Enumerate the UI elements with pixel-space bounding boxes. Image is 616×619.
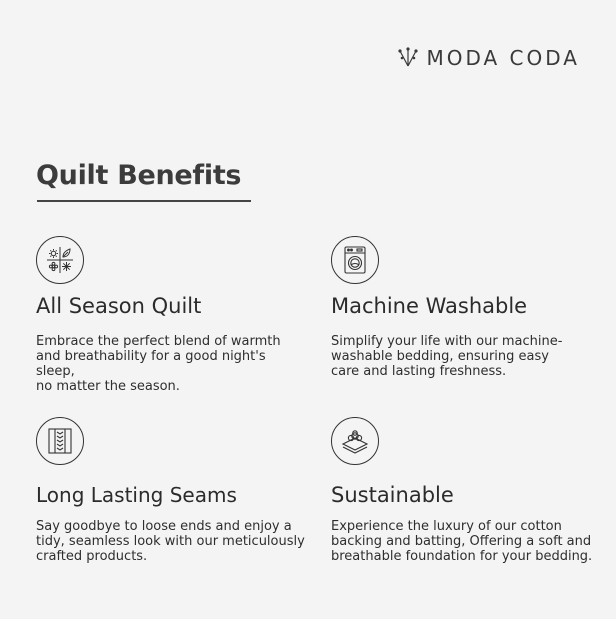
benefit-sustainable	[331, 417, 611, 564]
brand-header[interactable]	[396, 46, 580, 70]
benefit-description-line: breathable foundation for your bedding.	[331, 549, 593, 564]
benefit-description	[36, 519, 306, 564]
benefit-description-line: Experience the luxury of our cotton	[331, 519, 562, 534]
benefit-description-line: no matter the season.	[36, 379, 180, 394]
benefit-description	[331, 519, 601, 564]
benefit-description-line: backing and batting, Offering a soft and	[331, 534, 592, 549]
brand-name: MODA CODA	[426, 46, 580, 70]
benefit-all-season	[36, 236, 316, 394]
benefit-title: All Season Quilt	[36, 294, 202, 318]
benefit-title: Long Lasting Seams	[36, 483, 237, 507]
benefit-description-line: and breathability for a good night's sleep,	[36, 349, 266, 379]
benefit-description-line: Say goodbye to loose ends and enjoy a	[36, 519, 292, 534]
washing-machine-icon	[331, 236, 379, 284]
benefit-title: Sustainable	[331, 483, 454, 507]
benefit-description	[331, 334, 601, 379]
benefit-description-line: Embrace the perfect blend of warmth	[36, 334, 281, 349]
cotton-layers-icon	[331, 417, 379, 465]
benefit-title: Machine Washable	[331, 294, 528, 318]
benefit-description	[36, 334, 306, 394]
benefit-description-line: tidy, seamless look with our meticulously	[36, 534, 305, 549]
title-underline	[37, 200, 251, 202]
benefit-description-line: crafted products.	[36, 549, 148, 564]
stitched-seams-icon	[36, 417, 84, 465]
benefit-long-lasting-seams	[36, 417, 316, 564]
flower-cluster-icon	[396, 46, 420, 70]
all-season-icon	[36, 236, 84, 284]
benefit-description-line: Simplify your life with our machine-	[331, 334, 563, 349]
benefit-machine-washable	[331, 236, 611, 379]
benefit-description-line: washable bedding, ensuring easy	[331, 349, 549, 364]
section-title: Quilt Benefits	[36, 160, 242, 191]
benefit-description-line: care and lasting freshness.	[331, 364, 507, 379]
